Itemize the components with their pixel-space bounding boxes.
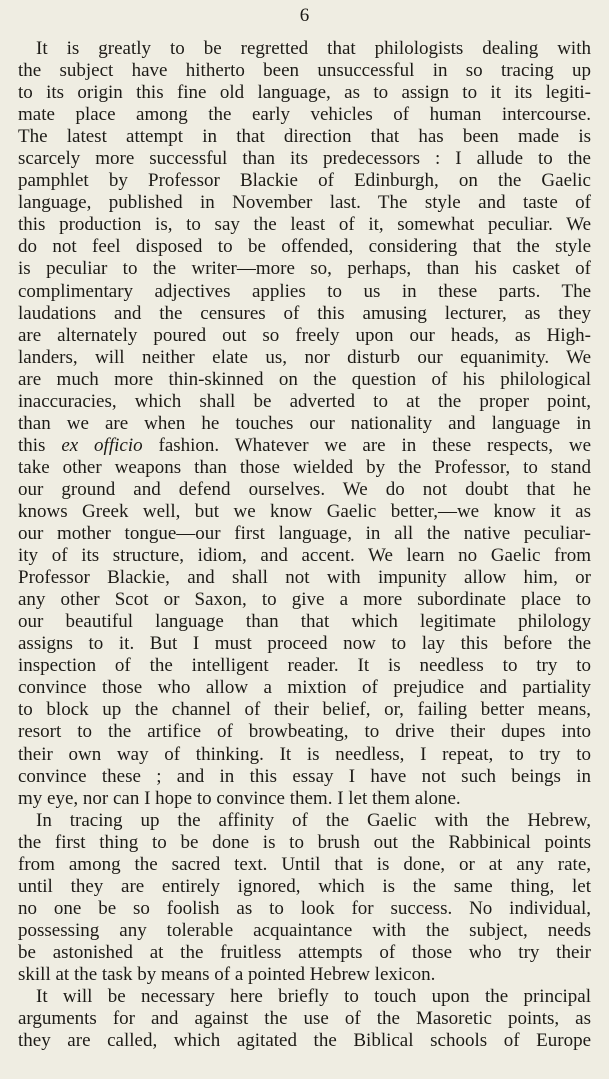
text-line: ity of its structure, idiom, and accent. We learn no Gaelic from [18, 545, 591, 567]
text-line: language, published in November last. The style and taste of [18, 192, 591, 214]
text-line: knows Greek well, but we know Gaelic better,—we know it as [18, 500, 591, 522]
text-line: It will be necessary here briefly to touch upon the principal [36, 986, 591, 1008]
text-line: any other Scot or Saxon, to give a more subordinate place to [18, 589, 591, 611]
text-line: inspection of the intelligent reader. It is needless to try to [18, 655, 591, 677]
text-line: our mother tongue—our first language, in all the native peculiar- [18, 523, 591, 545]
text-line: be astonished at the fruitless attempts of those who try their [18, 941, 591, 963]
paragraph-2 [18, 810, 591, 986]
text-line: convince those who allow a mixtion of prejudice and partiality [18, 677, 591, 699]
text-line: than we are when he touches our nationality and language in [18, 412, 591, 434]
text-line: complimentary adjectives applies to us in these parts. The [18, 280, 591, 302]
text-line: inaccuracies, which shall be adverted to at the proper point, [18, 390, 591, 412]
text-line: this production is, to say the least of it, somewhat peculiar. We [18, 214, 591, 236]
text-line: pamphlet by Professor Blackie of Edinburgh, on the Gaelic [18, 170, 591, 192]
text-line: until they are entirely ignored, which is the same thing, let [18, 875, 591, 897]
text-line: Professor Blackie, and shall not with impunity allow him, or [18, 567, 591, 589]
text-line: are much more thin-skinned on the question of his philological [18, 368, 591, 390]
text-line: their own way of thinking. It is needless, I repeat, to try to [18, 743, 591, 765]
text-line: this ex officio fashion. Whatever we are in these respects, we [18, 434, 592, 456]
text-line: resort to the artifice of browbeating, to drive their dupes into [18, 721, 591, 743]
body-text [18, 38, 591, 1052]
text-line: assigns to it. But I must proceed now to lay this before the [18, 633, 591, 655]
text-line: In tracing up the affinity of the Gaelic with the Hebrew, [36, 809, 591, 831]
text-line: mate place among the early vehicles of human intercourse. [18, 104, 591, 126]
text-line: to its origin this fine old language, as to assign to it its legiti- [18, 82, 591, 104]
text-line: our beautiful language than that which legitimate philology [18, 611, 591, 633]
text-line: our ground and defend ourselves. We do not doubt that he [18, 478, 591, 500]
text-line: laudations and the censures of this amusing lecturer, as they [18, 302, 591, 324]
text-line: is peculiar to the writer—more so, perhaps, than his casket of [18, 258, 591, 280]
page-number: 6 [299, 5, 310, 26]
text-line: convince these ; and in this essay I have not such beings in [18, 765, 591, 787]
paragraph-1 [18, 38, 591, 810]
text-line: from among the sacred text. Until that is done, or at any rate, [18, 853, 591, 875]
text-line: scarcely more successful than its predecessors : I allude to the [18, 148, 591, 170]
text-line: skill at the task by means of a pointed Hebrew lexicon. [18, 963, 436, 985]
text-line: they are called, which agitated the Biblical schools of Europe [18, 1030, 591, 1052]
text-line: possessing any tolerable acquaintance with the subject, needs [18, 919, 591, 941]
paragraph-3 [18, 986, 591, 1052]
text-line: my eye, nor can I hope to convince them. I let them alone. [18, 787, 461, 809]
text-line: take other weapons than those wielded by the Professor, to stand [18, 456, 591, 478]
text-line: It is greatly to be regretted that philologists dealing with [36, 38, 591, 59]
text-line: landers, will neither elate us, nor disturb our equanimity. We [18, 346, 591, 368]
text-line: the first thing to be done is to brush out the Rabbinical points [18, 831, 591, 853]
text-line: no one be so foolish as to look for success. No individual, [18, 897, 591, 919]
text-line: arguments for and against the use of the Masoretic points, as [18, 1008, 591, 1030]
text-line: to block up the channel of their belief, or, failing better means, [18, 699, 591, 721]
text-line: The latest attempt in that direction that has been made is [18, 126, 591, 148]
italic-phrase: ex officio [61, 434, 143, 456]
text-line: do not feel disposed to be offended, considering that the style [18, 236, 591, 258]
text-line: are alternately poured out so freely upon our heads, as High- [18, 324, 591, 346]
text-line: the subject have hitherto been unsuccessful in so tracing up [18, 60, 591, 82]
